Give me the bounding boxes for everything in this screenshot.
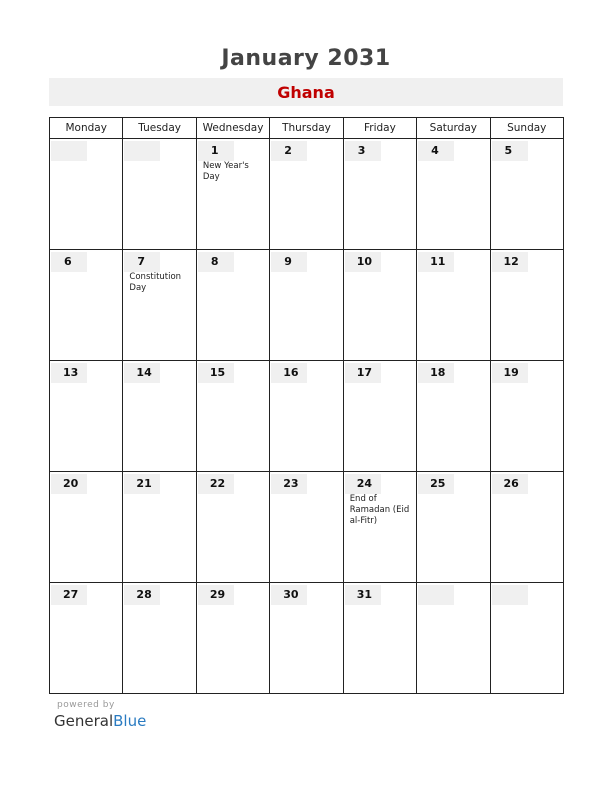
day-cell [490,139,563,250]
weekday-header: Wednesday [196,118,269,139]
day-cell [270,361,343,472]
day-number: 21 [124,474,160,494]
day-number: 5 [492,141,528,161]
day-cell [417,361,490,472]
day-number: 20 [51,474,87,494]
day-cell [196,139,269,250]
day-number: 24 [345,474,381,494]
day-cell [196,583,269,694]
day-cell [196,250,269,361]
day-number: 10 [345,252,381,272]
day-cell [50,250,123,361]
weekday-header: Saturday [417,118,490,139]
day-cell [490,250,563,361]
day-number: 19 [492,363,528,383]
brand-part-2: Blue [113,712,147,730]
day-cell [50,139,123,250]
day-number: 15 [198,363,234,383]
holiday-label: Constitution Day [129,272,182,293]
day-cell [343,583,416,694]
holiday-label: New Year's Day [202,161,249,182]
day-cell [417,583,490,694]
country-banner [49,78,563,106]
day-cell [490,361,563,472]
country-name: Ghana [277,83,335,102]
brand-part-1: General [54,712,114,730]
day-cell [196,361,269,472]
day-cell [196,472,269,583]
day-number: 28 [124,585,160,605]
day-number: 31 [345,585,381,605]
day-cell [50,472,123,583]
day-number [124,141,160,161]
day-cell [417,139,490,250]
day-number: 8 [198,252,234,272]
week-row [50,139,564,250]
day-cell [123,139,196,250]
day-number [492,585,528,605]
day-cell [123,472,196,583]
day-cell [50,583,123,694]
day-number: 27 [51,585,87,605]
weekday-header: Friday [343,118,416,139]
day-cell [270,250,343,361]
weekday-header: Tuesday [123,118,196,139]
week-row [50,583,564,694]
day-cell [343,250,416,361]
day-cell [417,250,490,361]
day-number: 26 [492,474,528,494]
day-cell [343,472,416,583]
day-number: 25 [418,474,454,494]
weekday-header: Sunday [490,118,563,139]
day-cell [343,139,416,250]
day-number: 12 [492,252,528,272]
day-number: 9 [271,252,307,272]
weekday-header: Monday [50,118,123,139]
week-row [50,250,564,361]
weekday-header: Thursday [270,118,343,139]
generalblue-logo [54,712,146,730]
day-cell [123,250,196,361]
day-number: 1 [198,141,234,161]
day-number: 16 [271,363,307,383]
calendar-grid [49,117,564,694]
day-number: 18 [418,363,454,383]
week-row [50,472,564,583]
calendar-title: January 2031 [221,46,391,71]
day-number: 30 [271,585,307,605]
day-number: 11 [418,252,454,272]
day-cell [270,583,343,694]
day-number: 14 [124,363,160,383]
day-number: 13 [51,363,87,383]
day-cell [270,139,343,250]
day-cell [490,583,563,694]
day-cell [417,472,490,583]
day-cell [123,361,196,472]
day-cell [490,472,563,583]
day-cell [343,361,416,472]
day-number: 3 [345,141,381,161]
day-number [51,141,87,161]
day-number [418,585,454,605]
holiday-label: End of Ramadan (Eid al-Fitr) [349,494,410,526]
powered-by-label: powered by [57,700,115,710]
day-number: 6 [51,252,87,272]
day-number: 23 [271,474,307,494]
day-number: 29 [198,585,234,605]
day-number: 2 [271,141,307,161]
day-number: 22 [198,474,234,494]
day-number: 4 [418,141,454,161]
day-cell [270,472,343,583]
day-number: 17 [345,363,381,383]
day-cell [123,583,196,694]
weekday-header-row [50,118,564,139]
day-number: 7 [124,252,160,272]
day-cell [50,361,123,472]
week-row [50,361,564,472]
